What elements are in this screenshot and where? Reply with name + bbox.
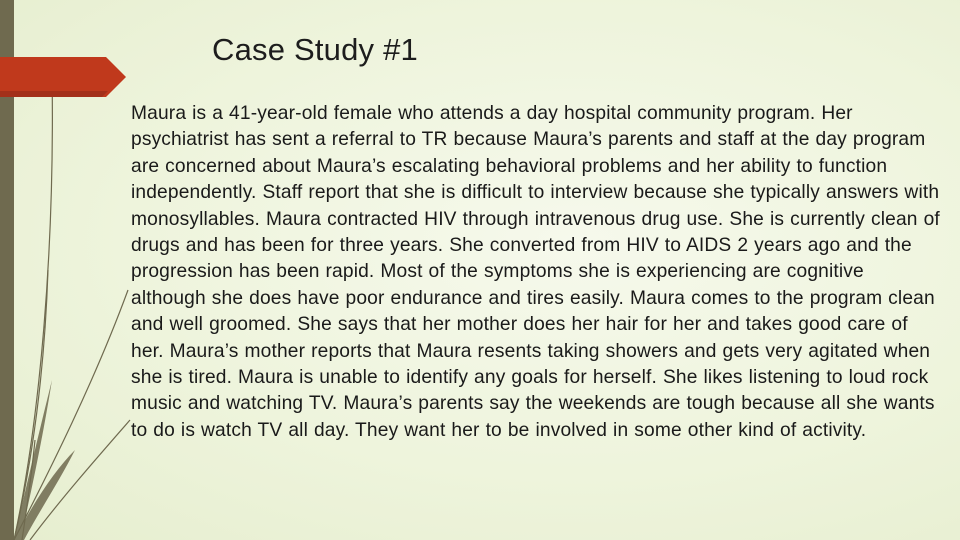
deco-line-2 — [14, 290, 128, 540]
slide-title: Case Study #1 — [212, 32, 418, 67]
case-study-text: Maura is a 41-year-old female who attends a day hospital community program. Her psychiatrist has sent a referral to TR because Maura’s parents and staff at the day program are concerned about Maura’s escalating behavioral problems and her ability to function independently. Staff report that she is difficult to interview because she typically answers with monosyllables. Maura contracted HIV through intravenous drug use. She is currently clean of drugs and has been for three years. She converted from HIV to AIDS 2 years ago and the progression has been rapid. Most of the symptoms she is experiencing are cognitive although she does have poor endurance and tires easily. Maura comes to the program clean and well groomed. She says that her mother does her hair for her and takes good care of her. Maura’s mother reports that Maura resents taking showers and gets very agitated when she is tired. Maura is unable to identify any goals for herself. She likes listening to loud rock music and watching TV. Maura’s parents say the weekends are tough because all she wants to do is watch TV all day. They want her to be involved in some other kind of activity. — [131, 103, 940, 441]
title-arrow-shape — [0, 57, 126, 97]
